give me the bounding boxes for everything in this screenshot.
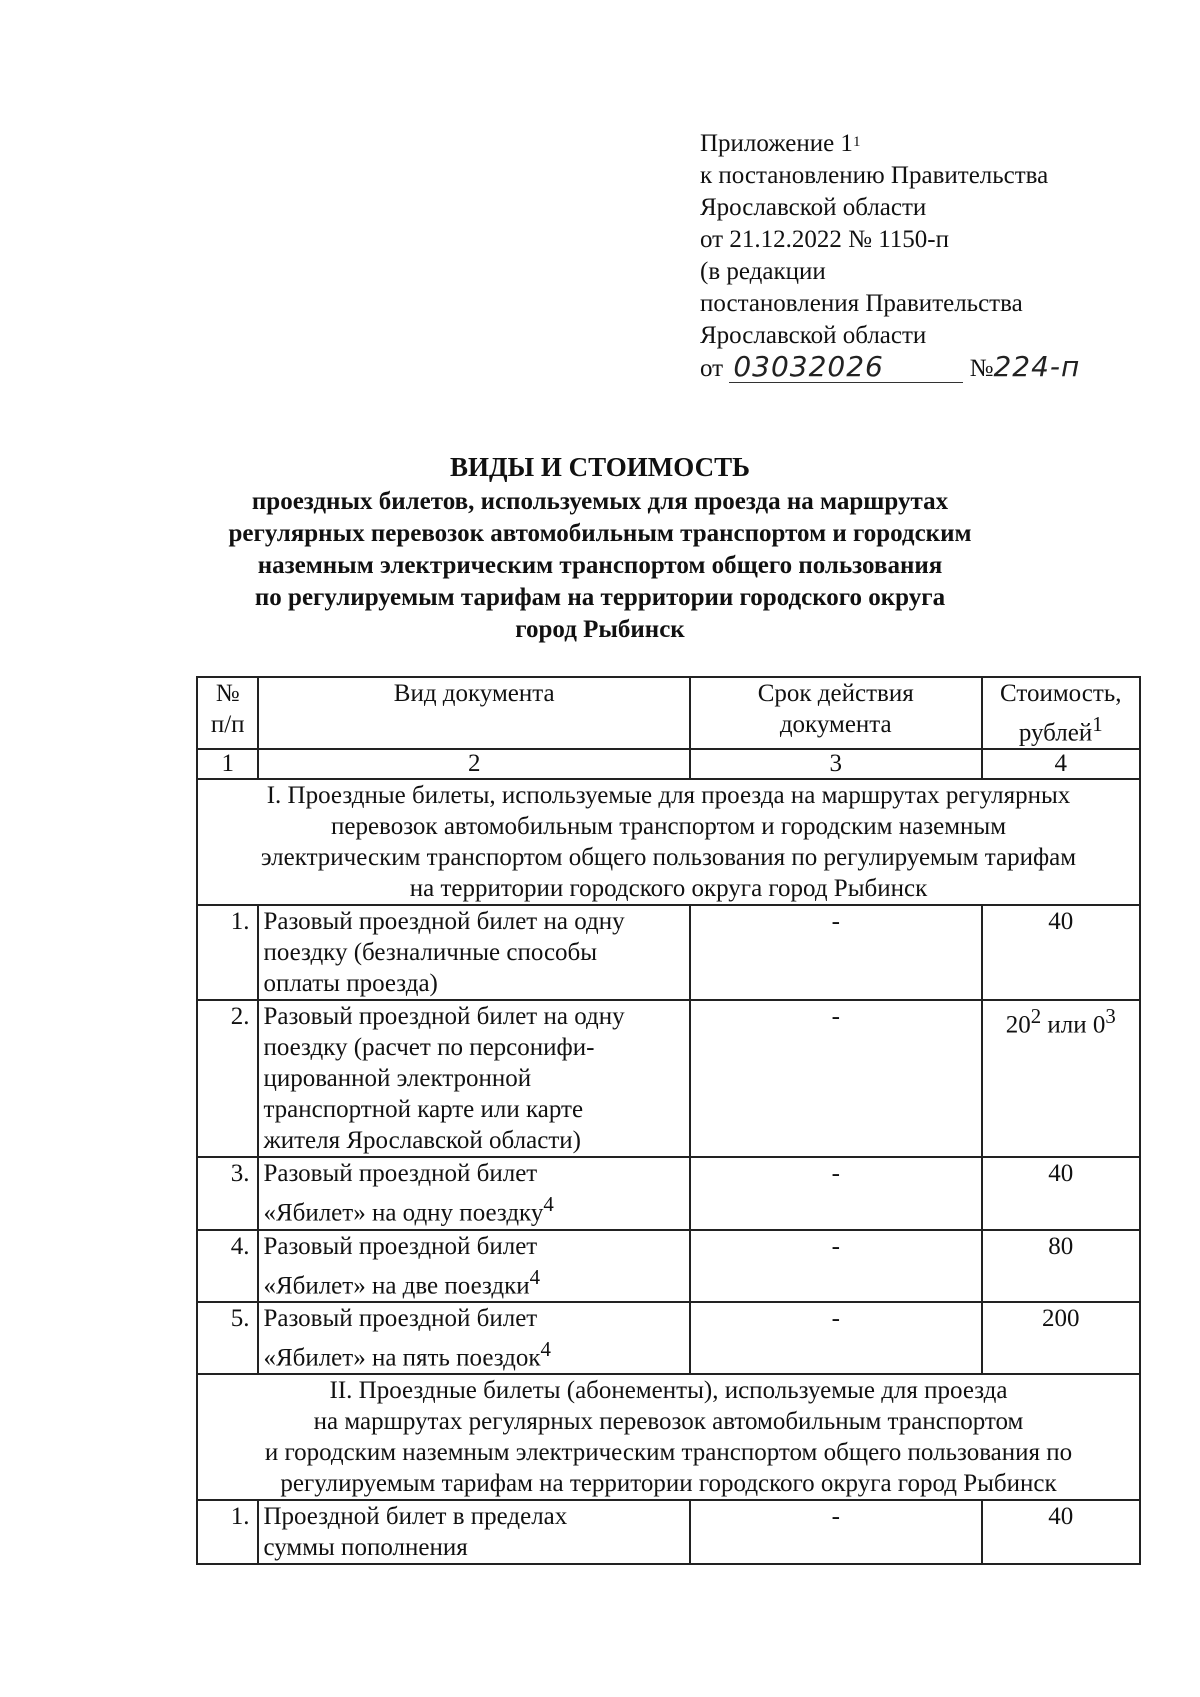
appendix-line: от 21.12.2022 № 1150-п <box>700 226 949 253</box>
row-validity: - <box>690 1302 982 1374</box>
appendix-line: (в редакции <box>700 258 826 285</box>
row-number: 4. <box>197 1230 258 1302</box>
row-number: 2. <box>197 1000 258 1157</box>
table-row <box>197 1302 1140 1374</box>
appendix-signature-line: от 03032026 №224-п <box>700 352 1113 385</box>
subtitle-line: город Рыбинск <box>515 616 685 643</box>
header-number: № п/п <box>197 677 258 749</box>
table-header-row <box>197 677 1140 749</box>
header-document-type: Вид документа <box>258 677 690 749</box>
header-validity: Срок действия документа <box>690 677 982 749</box>
table-row <box>197 1000 1140 1157</box>
row-cost: $20^2$ или $0^3$ <box>982 1000 1140 1157</box>
row-cost: 40 <box>982 1157 1140 1229</box>
table-row <box>197 1500 1140 1564</box>
row-document-type: Разовый проездной билет «Ябилет» на две поездки$^4$ <box>258 1230 690 1302</box>
document-title: ВИДЫ И СТОИМОСТЬ <box>450 452 750 482</box>
section-1-heading: I. Проездные билеты, используемые для проезда на маршрутах регулярных перевозок автомобильным транспортом и городским наземным электрическим транспортом общего пользования по регулируемым тарифам на территории городского округа город Рыбинск <box>197 779 1140 905</box>
row-validity: - <box>690 905 982 1000</box>
appendix-line: Ярославской области <box>700 194 927 221</box>
section-heading-row <box>197 1374 1140 1500</box>
row-number: 3. <box>197 1157 258 1229</box>
row-document-type: Разовый проездной билет на одну поездку (безналичные способы оплаты проезда) <box>258 905 690 1000</box>
row-document-type: Проездной билет в пределах суммы пополнения <box>258 1500 690 1564</box>
row-cost: 40 <box>982 905 1140 1000</box>
appendix-line: к постановлению Правительства <box>700 162 1049 189</box>
appendix-line: Приложение $1^1$ <box>700 130 861 157</box>
row-validity: - <box>690 1230 982 1302</box>
table-row <box>197 1157 1140 1229</box>
row-document-type: Разовый проездной билет «Ябилет» на пять поездок$^4$ <box>258 1302 690 1374</box>
row-number: 1. <box>197 1500 258 1564</box>
subtitle-line: по регулируемым тарифам на территории городского округа <box>254 584 946 611</box>
table-row <box>197 905 1140 1000</box>
column-number: 4 <box>982 749 1140 779</box>
row-cost: 200 <box>982 1302 1140 1374</box>
column-number: 2 <box>258 749 690 779</box>
subtitle-line: проездных билетов, используемых для проезда на маршрутах <box>251 488 949 515</box>
row-document-type: Разовый проездной билет на одну поездку (расчет по персонифи- цированной электронной транспортной карте или карте жителя Ярославской области) <box>258 1000 690 1157</box>
column-numbers-row <box>197 749 1140 779</box>
appendix-line: постановления Правительства <box>700 290 1023 317</box>
row-validity: - <box>690 1000 982 1157</box>
row-number: 5. <box>197 1302 258 1374</box>
column-number: 3 <box>690 749 982 779</box>
section-2-heading: II. Проездные билеты (абонементы), используемые для проезда на маршрутах регулярных перевозок автомобильным транспортом и городским наземным электрическим транспортом общего пользования по регулируемым тарифам на территории городского округа город Рыбинск <box>197 1374 1140 1500</box>
row-document-type: Разовый проездной билет «Ябилет» на одну поездку$^4$ <box>258 1157 690 1229</box>
handwritten-number: 224-п <box>993 350 1081 383</box>
column-number: 1 <box>197 749 258 779</box>
document-subtitle <box>0 486 1200 646</box>
appendix-block <box>700 128 1113 385</box>
tariff-table <box>196 676 1141 1565</box>
appendix-line: Ярославской области <box>700 322 927 349</box>
row-validity: - <box>690 1500 982 1564</box>
header-cost: Стоимость, рублей$^1$ <box>982 677 1140 749</box>
section-heading-row <box>197 779 1140 905</box>
subtitle-line: регулярных перевозок автомобильным транспортом и городским <box>228 520 972 547</box>
handwritten-date: 03032026 <box>729 352 963 383</box>
row-number: 1. <box>197 905 258 1000</box>
row-cost: 40 <box>982 1500 1140 1564</box>
row-cost: 80 <box>982 1230 1140 1302</box>
row-validity: - <box>690 1157 982 1229</box>
subtitle-line: наземным электрическим транспортом общего пользования <box>257 552 943 579</box>
table-row <box>197 1230 1140 1302</box>
